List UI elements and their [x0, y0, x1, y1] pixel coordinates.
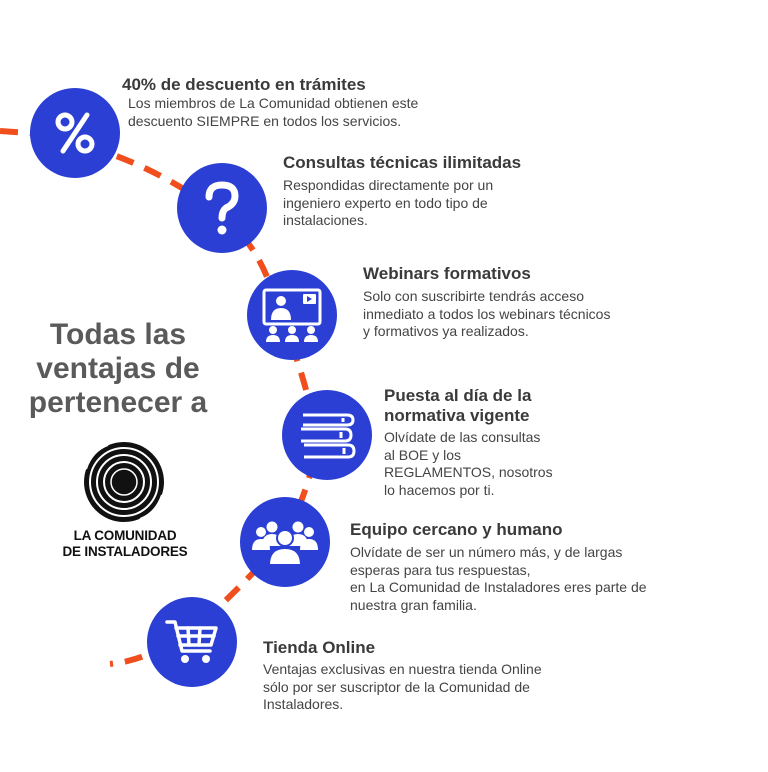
headline: Todas las ventajas de pertenecer a [28, 318, 208, 419]
benefit-title: Puesta al día de la normativa vigente [384, 386, 532, 425]
logo-text: LA COMUNIDAD DE INSTALADORES [62, 528, 188, 559]
benefit-text: Olvídate de las consultas al BOE y los REGLAMENTOS, nosotros lo hacemos por ti. [384, 429, 553, 498]
benefit-text: Ventajas exclusivas en nuestra tienda Online sólo por ser suscriptor de la Comunidad de Instaladores. [263, 661, 542, 712]
benefit-text: Respondidas directamente por un ingeniero experto en todo tipo de instalaciones. [283, 177, 494, 228]
benefit-text: Solo con suscribirte tendrás acceso inmediato a todos los webinars técnicos y formativos ya realizados. [363, 288, 611, 339]
benefit-consultations [283, 153, 583, 230]
benefit-shop [263, 638, 623, 714]
benefit-team [350, 520, 700, 614]
benefit-text: Olvídate de ser un número más, y de largas esperas para tus respuestas, en La Comunidad de Instaladores eres parte de nuestra gran familia. [350, 544, 647, 613]
shopping-cart-icon [147, 597, 237, 687]
benefit-regulations [384, 386, 624, 499]
team-icon [240, 497, 330, 587]
benefit-discount [122, 75, 482, 130]
benefit-webinars [363, 264, 683, 341]
concentric-circles-logo-icon [78, 441, 170, 523]
books-icon [282, 390, 372, 480]
benefit-title: Equipo cercano y humano [350, 520, 563, 539]
benefit-title: Consultas técnicas ilimitadas [283, 153, 522, 172]
benefit-title: Tienda Online [263, 638, 376, 657]
webinar-icon [247, 270, 337, 360]
community-logo [56, 441, 194, 560]
benefit-title: 40% de descuento en trámites [122, 75, 366, 94]
benefit-text: Los miembros de La Comunidad obtienen este descuento SIEMPRE en todos los servicios. [128, 95, 419, 129]
percent-icon [30, 88, 120, 178]
benefit-title: Webinars formativos [363, 264, 531, 283]
question-mark-icon [177, 163, 267, 253]
